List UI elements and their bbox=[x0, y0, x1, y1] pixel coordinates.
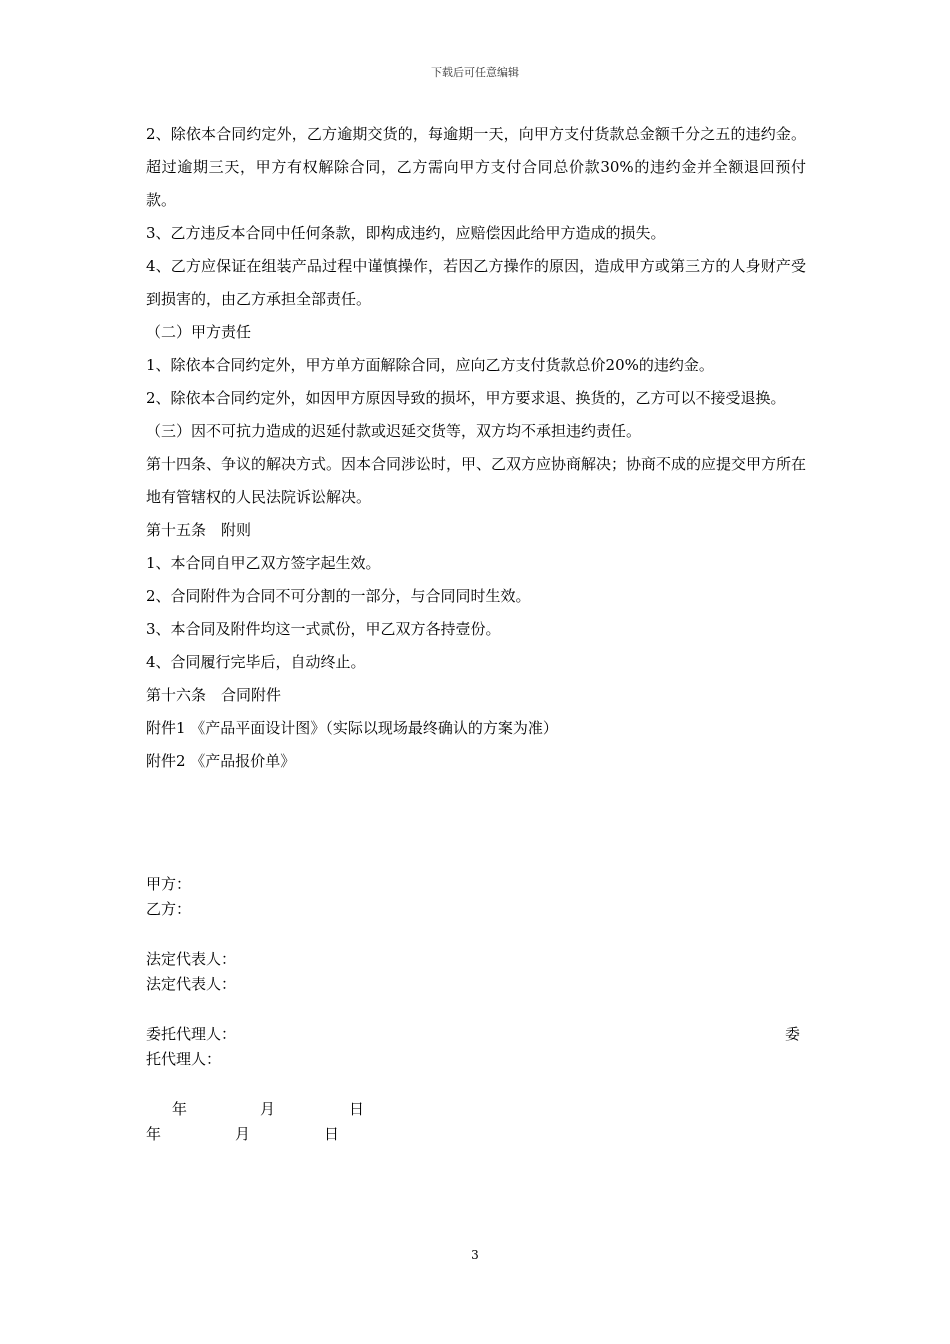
date-year: 年 bbox=[172, 1100, 188, 1118]
date-day: 日 bbox=[349, 1100, 365, 1118]
clause-paragraph: 2、合同附件为合同不可分割的一部分，与合同同时生效。 bbox=[146, 587, 531, 605]
agent-label: 委托代理人： bbox=[146, 1025, 237, 1043]
agent-label-split-start: 委 bbox=[784, 1025, 800, 1043]
clause-paragraph: 2、除依本合同约定外，乙方逾期交货的，每逾期一天，向甲方支付货款总金额千分之五的违约金。超过逾期三天，甲方有权解除合同，乙方需向甲方支付合同总价款30%的违约金并全额退回预付款。 bbox=[146, 125, 806, 209]
article-heading: 第十五条 附则 bbox=[146, 521, 252, 539]
clause-paragraph: 2、除依本合同约定外，如因甲方原因导致的损坏，甲方要求退、换货的，乙方可以不接受退换。 bbox=[146, 389, 786, 407]
page-number: 3 bbox=[471, 1248, 479, 1262]
contract-body bbox=[146, 118, 806, 778]
section-heading: （三）因不可抗力造成的迟延付款或迟延交货等，双方均不承担违约责任。 bbox=[146, 422, 642, 440]
attachment-item: 附件2 《产品报价单》 bbox=[146, 752, 296, 770]
clause-paragraph: 1、除依本合同约定外，甲方单方面解除合同，应向乙方支付货款总价20%的违约金。 bbox=[146, 356, 714, 374]
date-month: 月 bbox=[235, 1125, 251, 1143]
attachment-item: 附件1 《产品平面设计图》（实际以现场最终确认的方案为准） bbox=[146, 719, 558, 737]
date-line bbox=[0, 1122, 950, 1147]
page-header: 下载后可任意编辑 bbox=[431, 66, 519, 79]
article-paragraph: 第十四条、争议的解决方式。因本合同涉讼时，甲、乙双方应协商解决；协商不成的应提交甲方所在地有管辖权的人民法院诉讼解决。 bbox=[146, 455, 807, 506]
date-line bbox=[0, 1097, 950, 1122]
section-heading: （二）甲方责任 bbox=[146, 323, 252, 341]
agent-label-split-end: 托代理人： bbox=[146, 1050, 222, 1068]
clause-paragraph: 1、本合同自甲乙双方签字起生效。 bbox=[146, 554, 381, 572]
clause-paragraph: 3、本合同及附件均这一式贰份，甲乙双方各持壹份。 bbox=[146, 620, 501, 638]
party-a-label: 甲方： bbox=[146, 875, 192, 893]
date-month: 月 bbox=[260, 1100, 276, 1118]
party-b-label: 乙方： bbox=[146, 900, 192, 918]
clause-paragraph: 4、乙方应保证在组装产品过程中谨慎操作，若因乙方操作的原因，造成甲方或第三方的人身财产受到损害的，由乙方承担全部责任。 bbox=[146, 257, 806, 308]
date-day: 日 bbox=[324, 1125, 340, 1143]
date-year: 年 bbox=[146, 1125, 162, 1143]
clause-paragraph: 4、合同履行完毕后，自动终止。 bbox=[146, 653, 366, 671]
legal-representative-label: 法定代表人： bbox=[146, 950, 237, 968]
article-heading: 第十六条 合同附件 bbox=[146, 686, 282, 704]
clause-paragraph: 3、乙方违反本合同中任何条款，即构成违约，应赔偿因此给甲方造成的损失。 bbox=[146, 224, 666, 242]
legal-representative-label: 法定代表人： bbox=[146, 975, 237, 993]
